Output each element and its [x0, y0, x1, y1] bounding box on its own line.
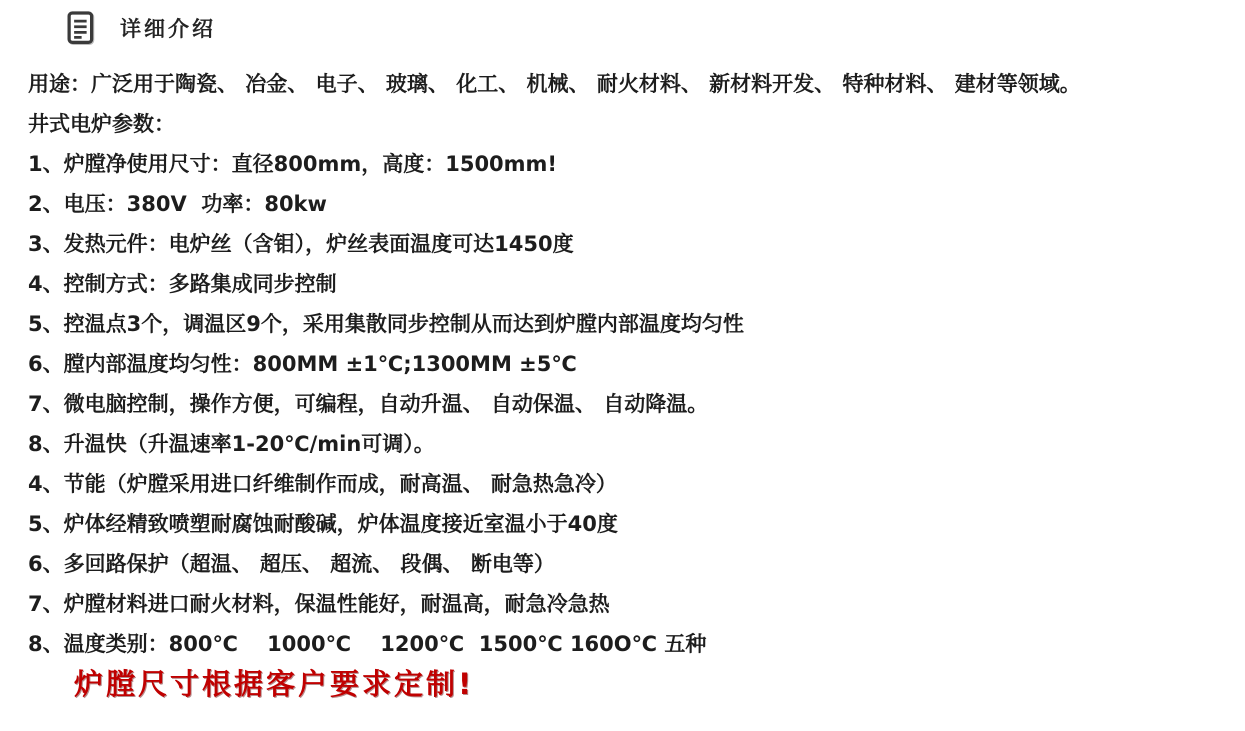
- spec-item: [28, 264, 1228, 304]
- spec-item: [28, 464, 1228, 504]
- document-icon: [66, 10, 96, 46]
- spec-item-text: 炉体经精致喷塑耐腐蚀耐酸碱，炉体温度接近室温小于40度: [63, 512, 618, 536]
- spec-item-text: 升温快（升温速率1-20℃/min可调）。: [63, 432, 435, 456]
- detail-content: [28, 64, 1228, 704]
- spec-item: [28, 504, 1228, 544]
- spec-item-number: 2、: [28, 192, 64, 216]
- spec-item-number: 4、: [28, 472, 64, 496]
- usage-line: 用途：广泛用于陶瓷、 冶金、 电子、 玻璃、 化工、 机械、 耐火材料、 新材料开发、 特种材料、 建材等领域。: [28, 72, 1081, 96]
- section-header: [66, 8, 216, 48]
- spec-item: [28, 424, 1228, 464]
- spec-item-text: 多回路保护（超温、 超压、 超流、 段偶、 断电等）: [63, 552, 555, 576]
- spec-item: [28, 184, 1228, 224]
- params-heading: 井式电炉参数：: [28, 112, 175, 136]
- spec-item: [28, 224, 1228, 264]
- spec-item: [28, 544, 1228, 584]
- spec-item: [28, 144, 1228, 184]
- spec-item-text: 发热元件：电炉丝（含钼），炉丝表面温度可达1450度: [63, 232, 574, 256]
- spec-item-number: 8、: [28, 432, 64, 456]
- spec-item: [28, 624, 1228, 664]
- spec-item-number: 8、: [28, 632, 64, 656]
- spec-item-text: 微电脑控制，操作方便，可编程，自动升温、 自动保温、 自动降温。: [63, 392, 709, 416]
- spec-item-number: 1、: [28, 152, 64, 176]
- spec-item-number: 3、: [28, 232, 64, 256]
- custom-size-note: 炉膛尺寸根据客户要求定制!: [74, 667, 475, 701]
- spec-list: [28, 144, 1228, 664]
- spec-item: [28, 584, 1228, 624]
- spec-item-text: 控温点3个，调温区9个，采用集散同步控制从而达到炉膛内部温度均匀性: [63, 312, 744, 336]
- spec-item-number: 6、: [28, 552, 64, 576]
- spec-item-number: 5、: [28, 512, 64, 536]
- spec-item-number: 7、: [28, 392, 64, 416]
- spec-item-text: 膛内部温度均匀性：800MM ±1℃;1300MM ±5℃: [63, 352, 577, 376]
- spec-item-text: 炉膛净使用尺寸：直径800mm，高度：1500mm!: [63, 152, 558, 176]
- spec-item-text: 炉膛材料进口耐火材料，保温性能好，耐温高，耐急冷急热: [63, 592, 610, 616]
- spec-item: [28, 344, 1228, 384]
- spec-item: [28, 384, 1228, 424]
- spec-item-number: 4、: [28, 272, 64, 296]
- spec-item-number: 7、: [28, 592, 64, 616]
- spec-item-text: 控制方式：多路集成同步控制: [63, 272, 337, 296]
- spec-item: [28, 304, 1228, 344]
- spec-item-text: 温度类别：800℃ 1000℃ 1200℃ 1500℃ 160O℃ 五种: [63, 632, 707, 656]
- spec-item-text: 节能（炉膛采用进口纤维制作而成，耐高温、 耐急热急冷）: [63, 472, 617, 496]
- spec-item-number: 6、: [28, 352, 64, 376]
- spec-item-number: 5、: [28, 312, 64, 336]
- section-title: 详细介绍: [120, 17, 216, 41]
- spec-item-text: 电压：380V 功率：80kw: [63, 192, 327, 216]
